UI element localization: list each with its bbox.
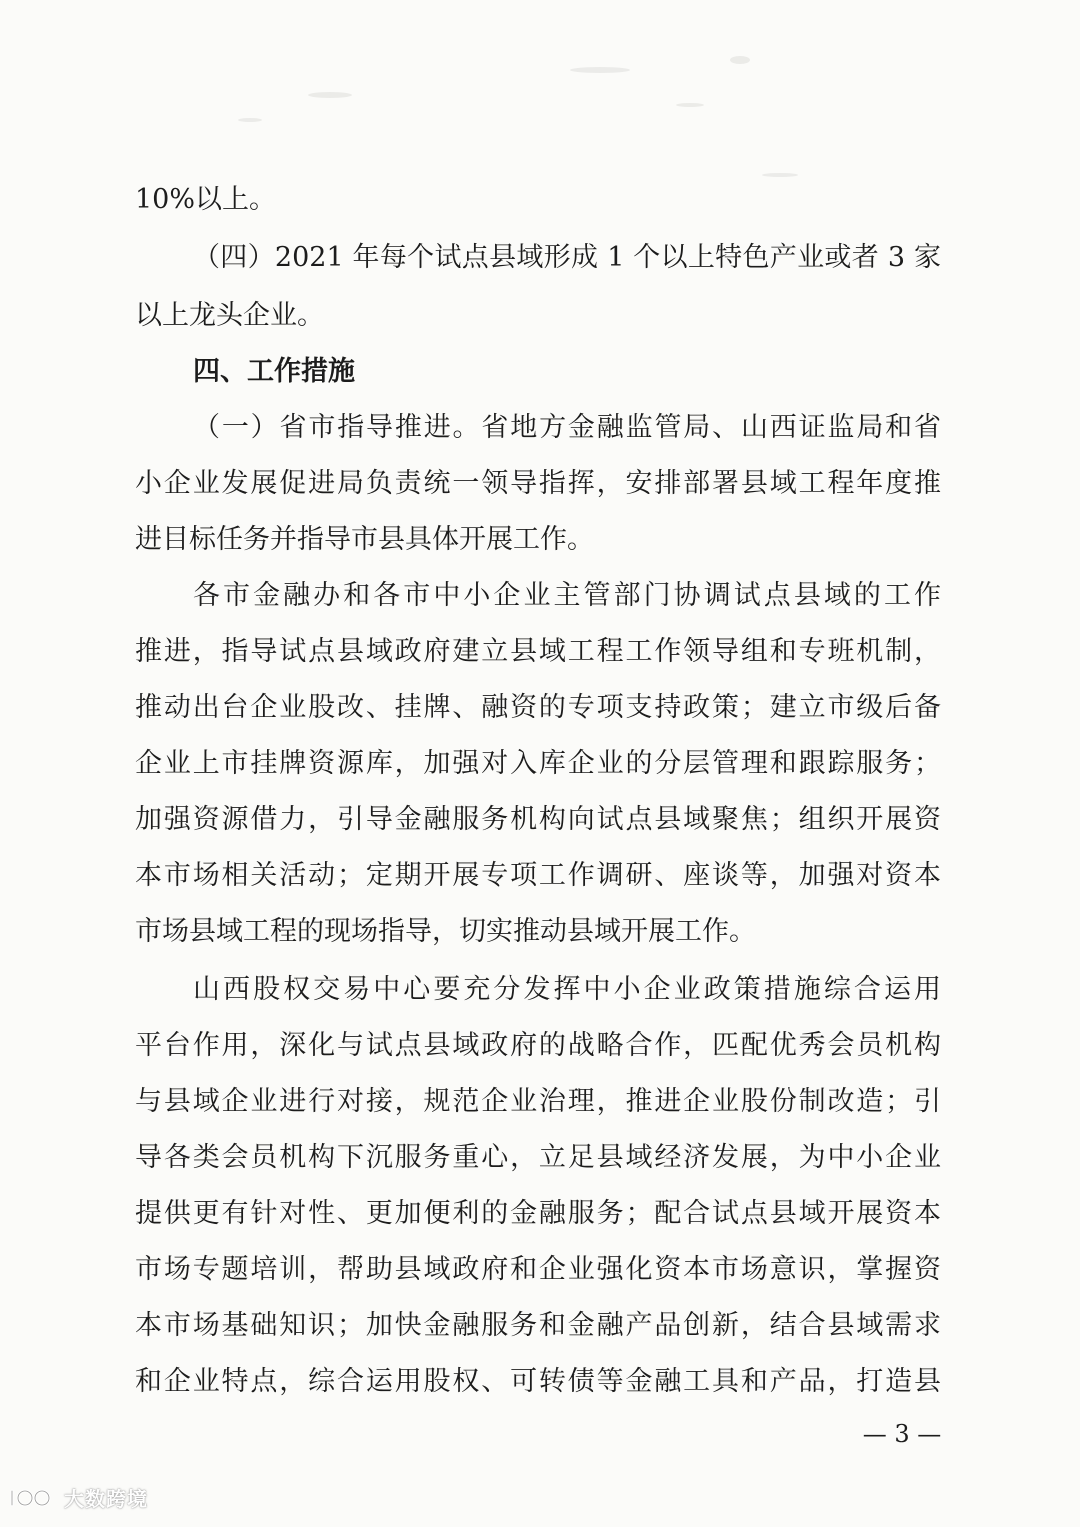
paragraph-line-20: 市场专题培训，帮助县域政府和企业强化资本市场意识，掌握资 bbox=[135, 1254, 941, 1285]
paragraph-line-5: （一）省市指导推进。省地方金融监管局、山西证监局和省 bbox=[193, 412, 941, 443]
paragraph-line-21: 本市场基础知识；加快金融服务和金融产品创新，结合县域需求 bbox=[135, 1310, 941, 1341]
paragraph-line-19: 提供更有针对性、更加便利的金融服务；配合试点县域开展资本 bbox=[135, 1198, 941, 1229]
paragraph-line-6: 小企业发展促进局负责统一领导指挥，安排部署县域工程年度推 bbox=[135, 468, 941, 499]
paragraph-line-17: 与县域企业进行对接，规范企业治理，推进企业股份制改造；引 bbox=[135, 1086, 941, 1117]
watermark-text: 大数跨境 bbox=[64, 1486, 148, 1511]
paragraph-line-1: 10%以上。 bbox=[135, 184, 277, 215]
paragraph-line-12: 加强资源借力，引导金融服务机构向试点县域聚焦；组织开展资 bbox=[135, 804, 941, 835]
paragraph-line-14: 市场县域工程的现场指导，切实推动县域开展工作。 bbox=[135, 916, 756, 947]
watermark bbox=[6, 1477, 148, 1517]
dashuju-logo-icon bbox=[6, 1481, 58, 1513]
paragraph-line-8: 各市金融办和各市中小企业主管部门协调试点县域的工作 bbox=[193, 580, 941, 611]
paragraph-line-11: 企业上市挂牌资源库，加强对入库企业的分层管理和跟踪服务； bbox=[135, 748, 941, 779]
paragraph-line-10: 推动出台企业股改、挂牌、融资的专项支持政策；建立市级后备 bbox=[135, 692, 941, 723]
paragraph-line-7: 进目标任务并指导市县具体开展工作。 bbox=[135, 524, 594, 555]
paragraph-line-9: 推进，指导试点县域政府建立县域工程工作领导组和专班机制， bbox=[135, 636, 941, 667]
paragraph-line-2: （四）2021 年每个试点县域形成 1 个以上特色产业或者 3 家 bbox=[193, 242, 941, 273]
section-heading: 四、工作措施 bbox=[193, 356, 355, 387]
page-number: — 3 — bbox=[862, 1420, 942, 1448]
paragraph-line-18: 导各类会员机构下沉服务重心，立足县域经济发展，为中小企业 bbox=[135, 1142, 941, 1173]
paragraph-line-3: 以上龙头企业。 bbox=[135, 300, 324, 331]
paragraph-line-13: 本市场相关活动；定期开展专项工作调研、座谈等，加强对资本 bbox=[135, 860, 941, 891]
paragraph-line-22: 和企业特点，综合运用股权、可转债等金融工具和产品，打造县 bbox=[135, 1366, 941, 1397]
paragraph-line-16: 平台作用，深化与试点县域政府的战略合作，匹配优秀会员机构 bbox=[135, 1030, 941, 1061]
paragraph-line-15: 山西股权交易中心要充分发挥中小企业政策措施综合运用 bbox=[193, 974, 941, 1005]
